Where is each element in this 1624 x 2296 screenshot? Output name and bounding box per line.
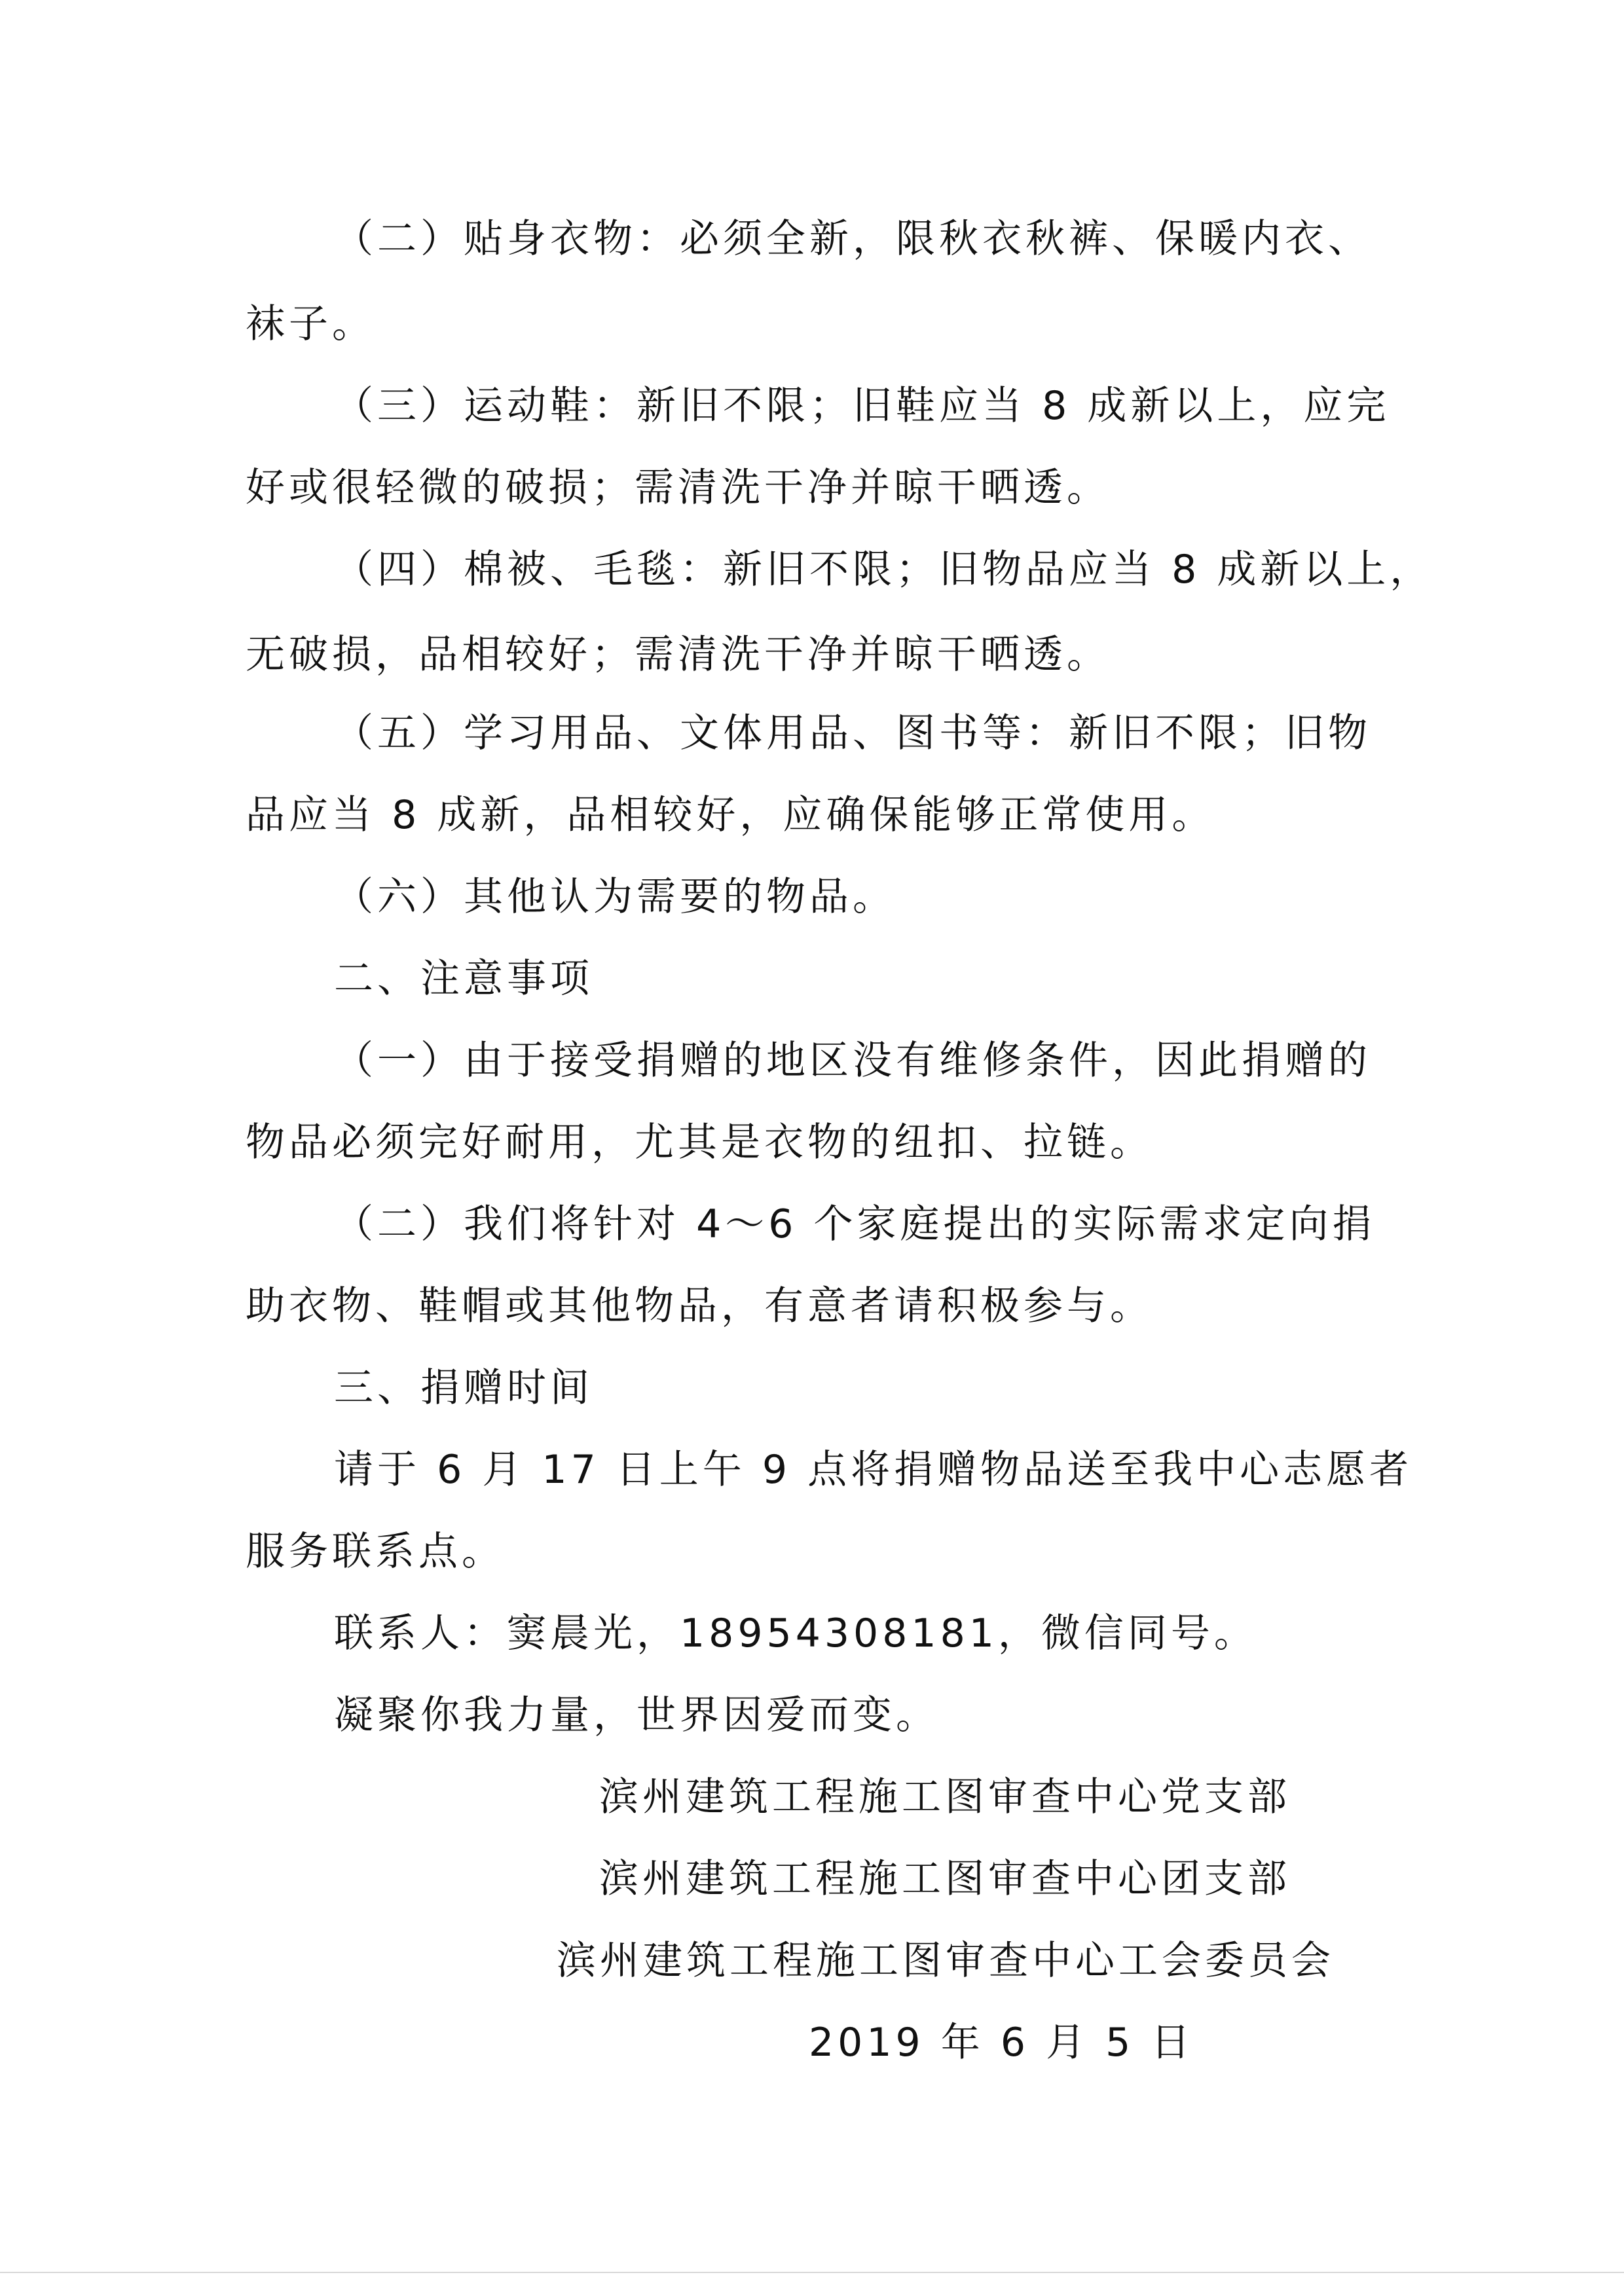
note-1: （一）由于接受捐赠的地区没有维修条件，因此捐赠的 <box>334 1038 1371 1084</box>
item-6-other: （六）其他认为需要的物品。 <box>334 874 896 920</box>
donation-time-cont: 服务联系点。 <box>246 1529 505 1575</box>
section-heading-notes: 二、注意事项 <box>334 956 593 1002</box>
item-5-study-supplies: （五）学习用品、文体用品、图书等：新旧不限；旧物 <box>334 710 1371 756</box>
note-2-cont: 助衣物、鞋帽或其他物品，有意者请积极参与。 <box>246 1283 1153 1329</box>
item-3-sports-shoes: （三）运动鞋：新旧不限；旧鞋应当 8 成新以上，应完 <box>334 383 1390 429</box>
note-2: （二）我们将针对 4～6 个家庭提出的实际需求定向捐 <box>334 1201 1376 1247</box>
item-2-underwear-cont: 袜子。 <box>246 301 375 347</box>
slogan-line: 凝聚你我力量，世界因爱而变。 <box>334 1692 939 1738</box>
item-4-quilts: （四）棉被、毛毯：新旧不限；旧物品应当 8 成新以上， <box>334 547 1433 592</box>
page-bottom-rule <box>0 2272 1624 2273</box>
document-date: 2019 年 6 月 5 日 <box>809 2020 1194 2066</box>
signature-party-branch: 滨州建筑工程施工图审查中心党支部 <box>599 1774 1291 1820</box>
item-5-study-supplies-cont: 品应当 8 成新，品相较好，应确保能够正常使用。 <box>246 792 1215 838</box>
note-1-cont: 物品必须完好耐用，尤其是衣物的纽扣、拉链。 <box>246 1120 1153 1165</box>
item-2-underwear: （二）贴身衣物：必须全新，限秋衣秋裤、保暖内衣、 <box>334 216 1371 262</box>
donation-time: 请于 6 月 17 日上午 9 点将捐赠物品送至我中心志愿者 <box>334 1447 1413 1493</box>
section-heading-time: 三、捐赠时间 <box>334 1365 593 1411</box>
contact-line: 联系人：窦晨光，18954308181，微信同号。 <box>334 1611 1257 1656</box>
item-4-quilts-cont: 无破损，品相较好；需清洗干净并晾干晒透。 <box>246 632 1110 678</box>
item-3-sports-shoes-cont: 好或很轻微的破损；需清洗干净并晾干晒透。 <box>246 465 1110 511</box>
signature-trade-union: 滨州建筑工程施工图审查中心工会委员会 <box>557 1938 1335 1984</box>
signature-youth-league-branch: 滨州建筑工程施工图审查中心团支部 <box>599 1856 1291 1902</box>
